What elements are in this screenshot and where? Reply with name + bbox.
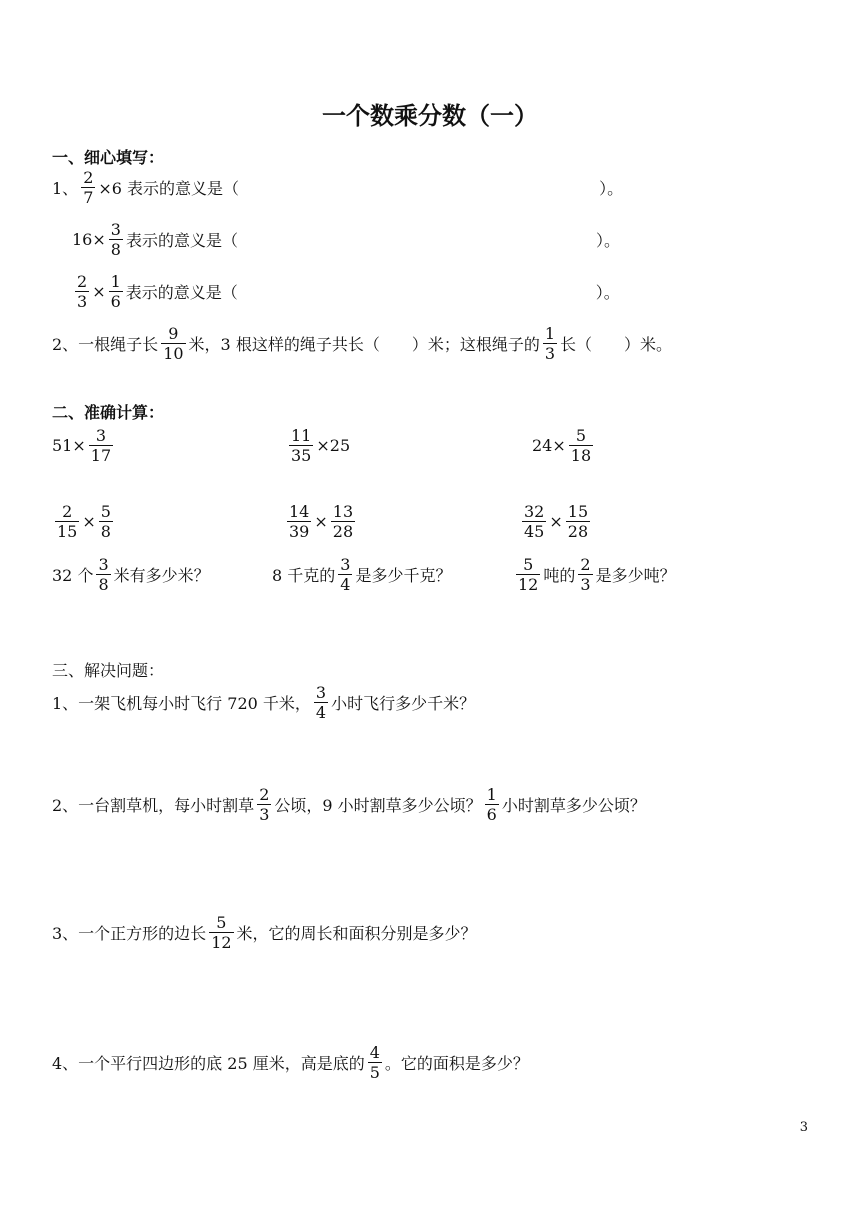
fraction: $\frac{3}{8}$ xyxy=(110,220,121,259)
calc-item: 32 个 $\frac{3}{8}$ 米有多少米？ xyxy=(52,555,210,594)
answer-close: ）。 xyxy=(595,231,620,250)
problem-3: 3、一个正方形的边长 $\frac{5}{12}$ 米，它的周长和面积分别是多少？ xyxy=(52,913,477,952)
problem-4: 4、一个平行四边形的底 25 厘米，高是底的 $\frac{4}{5}$ 。它的面积是多少？ xyxy=(52,1043,529,1082)
q2-prefix: 2、一根绳子长 xyxy=(52,335,159,354)
fraction: $\frac{9}{10}$ xyxy=(163,324,184,363)
section1-heading: 一、细心填写： xyxy=(52,148,165,167)
fraction: $\frac{13}{28}$ xyxy=(332,502,354,541)
q1a-line xyxy=(52,168,623,207)
fraction: $\frac{1}{3}$ xyxy=(544,324,556,363)
q1-prefix: 1、 xyxy=(52,179,79,198)
calc-item: 24× $\frac{5}{18}$ xyxy=(532,426,592,465)
section2-heading: 二、准确计算： xyxy=(52,403,165,422)
fraction: $\frac{3}{4}$ xyxy=(315,683,327,722)
q1b-before: 16× xyxy=(72,230,106,249)
calc-item: $\frac{11}{35}$ ×25 xyxy=(291,426,351,465)
answer-close: ）。 xyxy=(595,283,620,302)
times-sign: × xyxy=(92,282,106,301)
calc-item: $\frac{2}{15}$ × $\frac{5}{8}$ xyxy=(57,502,111,541)
fraction: $\frac{11}{35}$ xyxy=(291,426,312,465)
problem-2: 2、一台割草机，每小时割草 $\frac{2}{3}$ 公顷，9 小时割草多少公顷？ $\frac{1}{6}$ 小时割草多少公顷？ xyxy=(52,785,646,824)
q2-mid: 米，3 根这样的绳子共长（ ）米；这根绳子的 xyxy=(188,335,540,354)
calc-item: 8 千克的 $\frac{3}{4}$ 是多少千克？ xyxy=(272,555,452,594)
page-number: 3 xyxy=(799,1120,808,1135)
calc-item: $\frac{5}{12}$ 吨的 $\frac{2}{3}$ 是多少吨？ xyxy=(518,555,676,594)
calc-item: $\frac{32}{45}$ × $\frac{15}{28}$ xyxy=(524,502,589,541)
page-title: 一个数乘分数（一） xyxy=(322,102,538,130)
fraction: $\frac{3}{17}$ xyxy=(90,426,112,465)
fraction: $\frac{1}{6}$ xyxy=(110,272,121,311)
fraction: $\frac{5}{18}$ xyxy=(570,426,592,465)
fraction: $\frac{2}{3}$ xyxy=(77,272,88,311)
fraction: $\frac{32}{45}$ xyxy=(524,502,545,541)
fraction: $\frac{3}{4}$ xyxy=(340,555,351,594)
fraction: $\frac{14}{39}$ xyxy=(289,502,310,541)
answer-close: ）。 xyxy=(599,179,624,198)
calc-item: 51× $\frac{3}{17}$ xyxy=(52,426,112,465)
calc-item: $\frac{14}{39}$ × $\frac{13}{28}$ xyxy=(289,502,354,541)
fraction: $\frac{3}{8}$ xyxy=(98,555,109,594)
q1b-line xyxy=(72,220,620,259)
q2-line xyxy=(52,324,672,363)
fraction: $\frac{2}{15}$ xyxy=(57,502,78,541)
q1c-line xyxy=(72,272,620,311)
q1c-text: 表示的意义是（ xyxy=(125,283,238,302)
fraction: $\frac{2}{3}$ xyxy=(259,785,270,824)
problem-1: 1、一架飞机每小时飞行 720 千米， $\frac{3}{4}$ 小时飞行多少千米？ xyxy=(52,683,476,722)
fraction: $\frac{5}{12}$ xyxy=(211,913,232,952)
q1a-text: ×6 表示的意义是（ xyxy=(98,179,240,198)
section3-heading: 三、解决问题： xyxy=(52,661,165,680)
fraction: $\frac{1}{6}$ xyxy=(486,785,497,824)
fraction: $\frac{5}{8}$ xyxy=(100,502,111,541)
fraction: $\frac{2}{7}$ xyxy=(83,168,94,207)
fraction: $\frac{5}{12}$ xyxy=(518,555,539,594)
fraction: $\frac{2}{3}$ xyxy=(580,555,591,594)
fraction: $\frac{4}{5}$ xyxy=(369,1043,380,1082)
q1b-text: 表示的意义是（ xyxy=(125,231,238,250)
fraction: $\frac{15}{28}$ xyxy=(567,502,589,541)
q2-end: 长（ ）米。 xyxy=(560,335,673,354)
